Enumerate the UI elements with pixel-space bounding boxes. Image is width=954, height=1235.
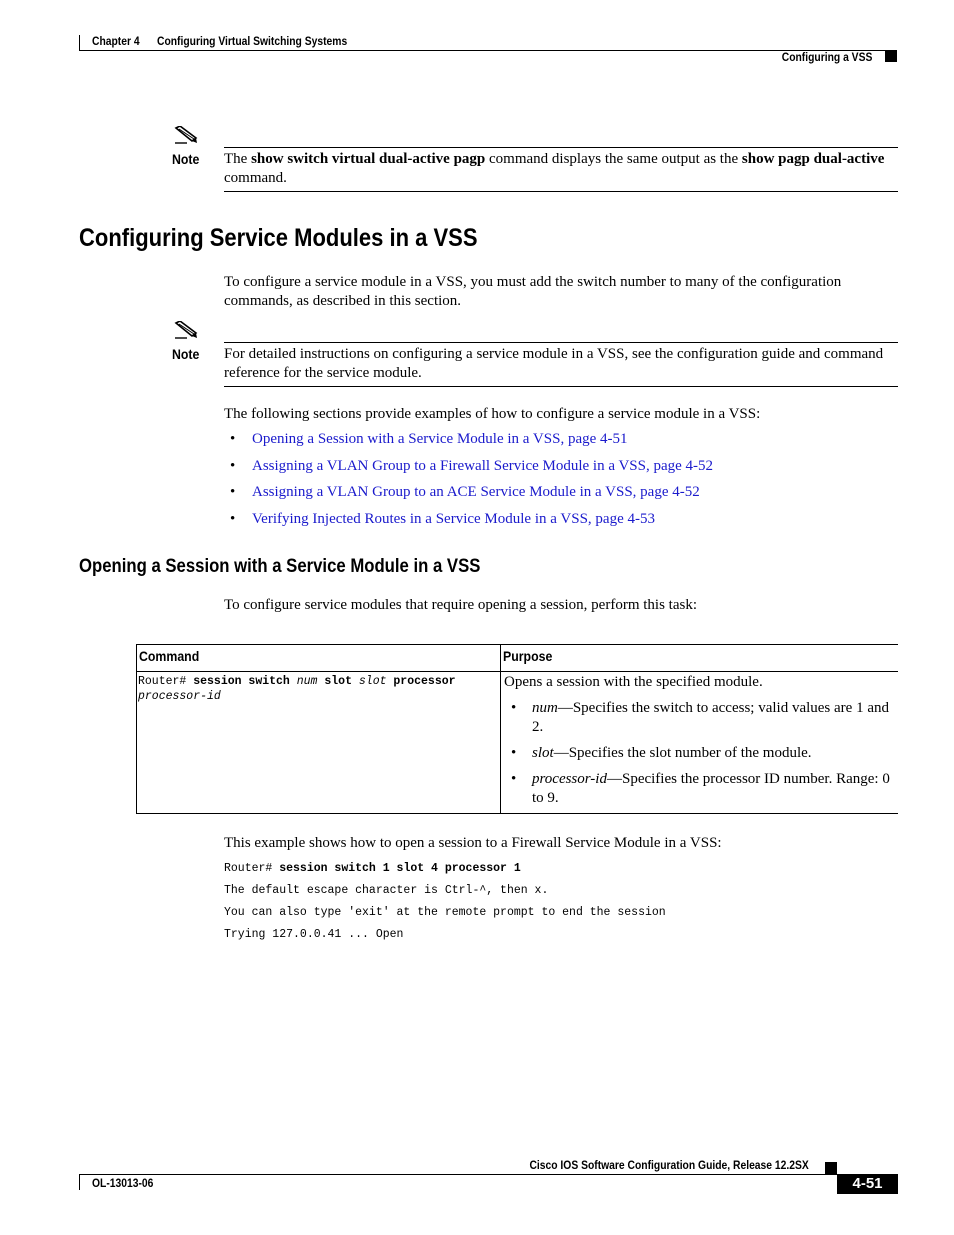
- note-top-rule: [224, 147, 898, 148]
- list-item: [230, 431, 713, 458]
- table-column-divider: [500, 644, 501, 813]
- note-label: Note: [172, 346, 200, 362]
- table-bottom-rule: [136, 813, 898, 814]
- subsection-heading: Opening a Session with a Service Module in a VSS: [79, 556, 481, 577]
- list-item: • slot—Specifies the slot number of the module.: [511, 745, 812, 761]
- header-left-rule: [79, 35, 80, 51]
- link-verifying-routes[interactable]: Verifying Injected Routes in a Service Module in a VSS, page 4-53: [252, 510, 655, 527]
- header-chapter: Chapter 4: [92, 34, 140, 48]
- list-item: • num—Specifies the switch to access; valid values are 1 and 2.: [511, 700, 889, 735]
- note-top-rule: [224, 342, 898, 343]
- table-cell-command: Router# session switch num slot slot processor processor-id: [138, 675, 456, 703]
- command-keyword: show switch virtual dual-active pagp: [251, 151, 486, 167]
- list-item: [230, 484, 713, 511]
- table-header-command: Command: [139, 648, 200, 664]
- header-rule: [79, 50, 897, 51]
- footer-doc-number: OL-13013-06: [92, 1176, 154, 1190]
- sections-intro: The following sections provide examples of how to configure a service module in a VSS:: [224, 406, 761, 422]
- table-top-rule: [136, 644, 898, 645]
- list-item: [230, 458, 713, 485]
- note-bottom-rule: [224, 191, 898, 192]
- header-section-title: Configuring a VSS: [781, 50, 872, 64]
- link-opening-session[interactable]: Opening a Session with a Service Module in a VSS, page 4-51: [252, 431, 628, 447]
- table-header-rule: [136, 671, 898, 672]
- page-number: 4-51: [852, 1175, 883, 1192]
- section-link-list: [230, 431, 713, 537]
- footer-rule: [79, 1174, 837, 1175]
- pencil-note-icon: [174, 126, 198, 144]
- purpose-text: Opens a session with the specified module.: [504, 674, 763, 690]
- header-chapter-title: Configuring Virtual Switching Systems: [157, 34, 348, 48]
- table-header-purpose: Purpose: [503, 648, 553, 664]
- link-firewall-vlan-group[interactable]: Assigning a VLAN Group to a Firewall Service Module in a VSS, page 4-52: [252, 457, 714, 474]
- footer-marker: [825, 1162, 837, 1174]
- subsection-intro: To configure service modules that require opening a session, perform this task:: [224, 597, 697, 613]
- list-item: • processor-id—Specifies the processor ID number. Range: 0 to 9.: [511, 771, 890, 806]
- note-text: For detailed instructions on configuring a service module in a VSS, see the configuration guide and command reference for the service module.: [224, 346, 884, 381]
- footer-guide-title: Cisco IOS Software Configuration Guide, Release 12.2SX: [529, 1158, 809, 1172]
- bullet: •: [230, 431, 236, 447]
- header-marker: [885, 51, 897, 62]
- table-cell-purpose: [504, 673, 894, 808]
- bullet: •: [230, 457, 236, 474]
- note-text: The show switch virtual dual-active pagp command displays the same output as the show pagp dual-active command.: [224, 151, 885, 186]
- example-intro: This example shows how to open a session to a Firewall Service Module in a VSS:: [224, 835, 722, 851]
- command-keyword: show pagp dual-active: [741, 151, 885, 167]
- section-intro: To configure a service module in a VSS, you must add the switch number to many of the configuration commands, as described in this section.: [224, 274, 842, 309]
- pencil-note-icon: [174, 321, 198, 339]
- link-ace-vlan-group[interactable]: Assigning a VLAN Group to an ACE Service Module in a VSS, page 4-52: [252, 484, 700, 500]
- table-left-border: [136, 644, 137, 813]
- note-bottom-rule: [224, 386, 898, 387]
- section-heading: Configuring Service Modules in a VSS: [79, 224, 478, 252]
- list-item: [230, 511, 713, 538]
- bullet: •: [230, 484, 236, 500]
- code-example: Router# session switch 1 slot 4 processor 1 The default escape character is Ctrl-^, then x. You can also type 'exit' at the remote prompt to end the session Trying 127.0.0.41 ... Open: [224, 862, 666, 941]
- footer-left-rule: [79, 1174, 80, 1190]
- bullet: •: [230, 510, 236, 527]
- note-label: Note: [172, 151, 200, 167]
